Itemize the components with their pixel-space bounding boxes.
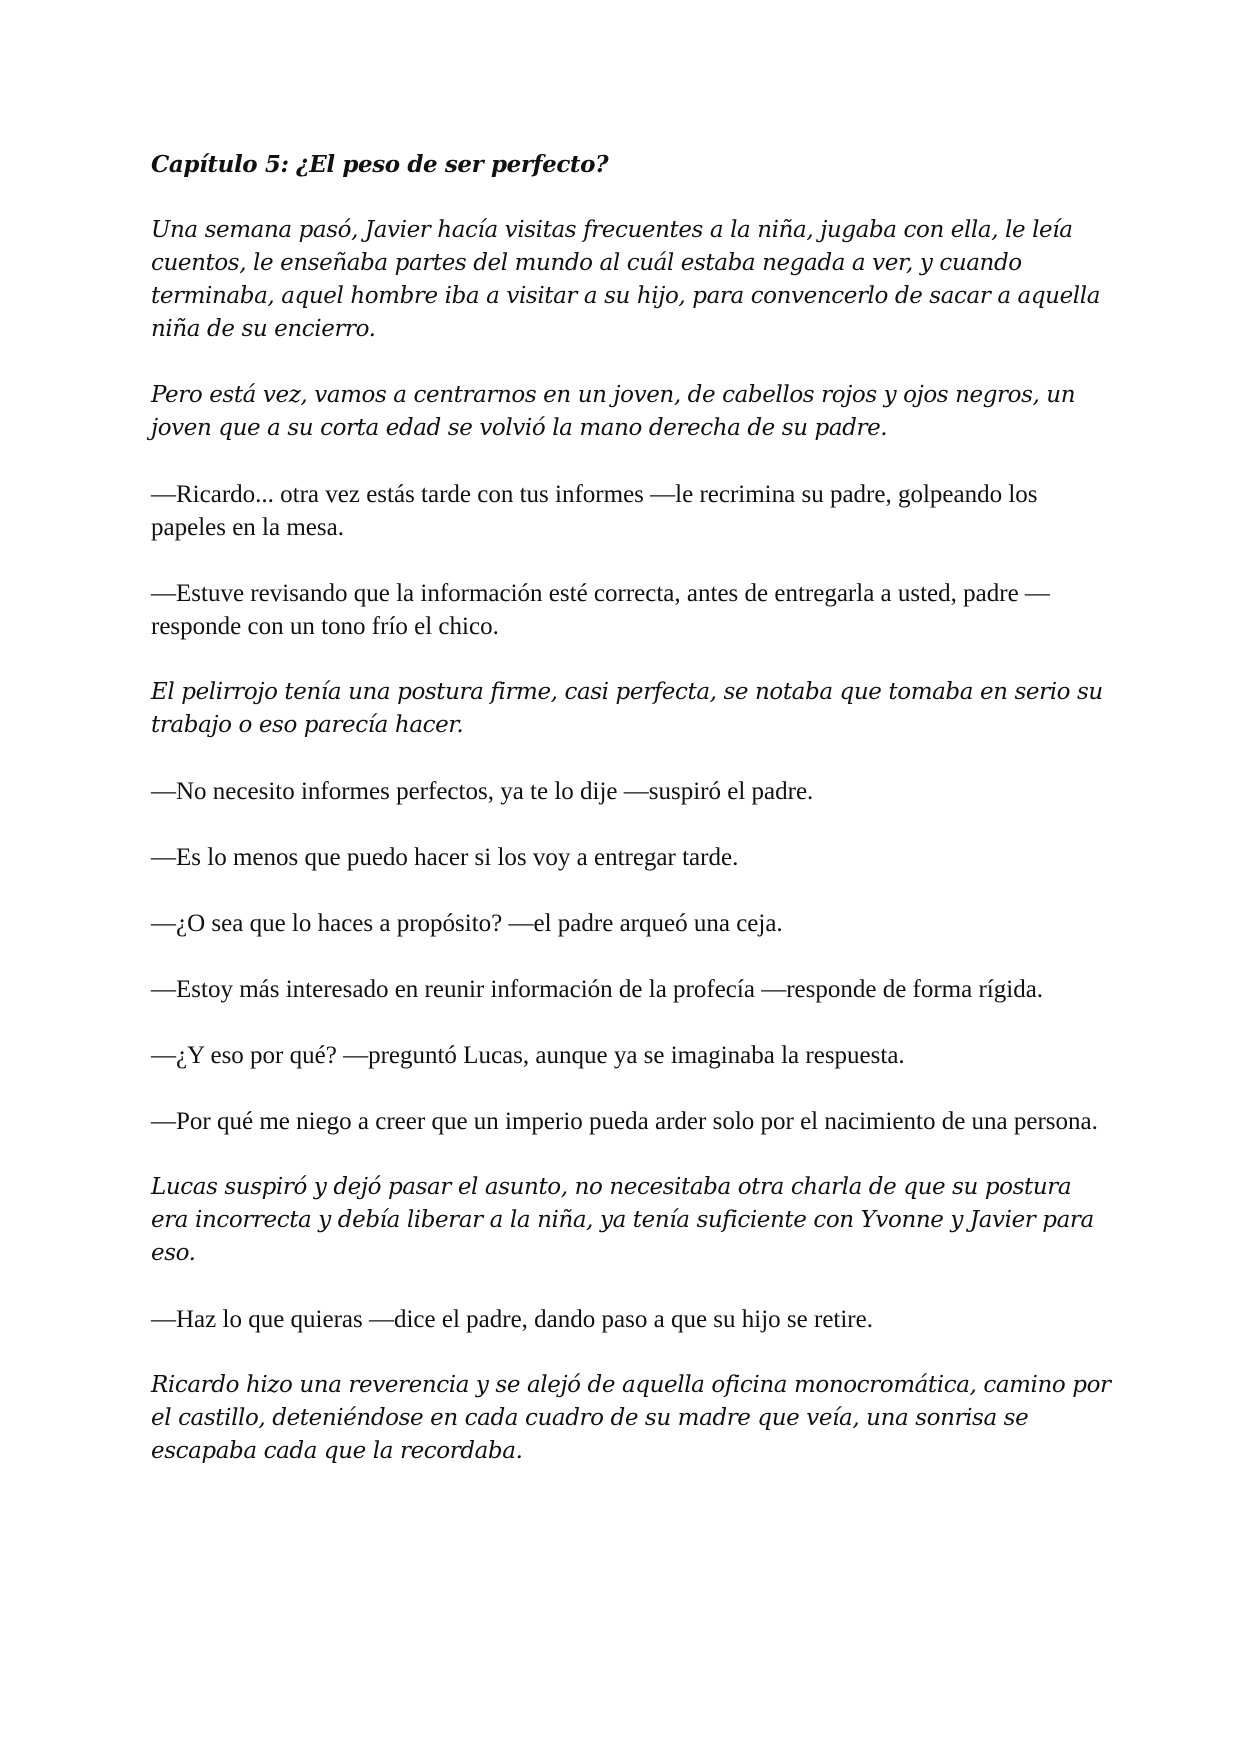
paragraph-dialogue: —Estoy más interesado en reunir información de la profecía —responde de forma rígida.	[151, 976, 1044, 1003]
paragraph-dialogue: —Es lo menos que puedo hacer si los voy a entregar tarde.	[151, 844, 739, 871]
paragraph-narration: Ricardo hizo una reverencia y se alejó de aquella oficina monocromática, camino por el castillo, deteniéndose en cada cuadro de su madre que veía, una sonrisa se escapaba cada que la recordaba.	[151, 1372, 1111, 1464]
paragraph-narration: Lucas suspiró y dejó pasar el asunto, no necesitaba otra charla de que su postura era incorrecta y debía liberar a la niña, ya tenía suficiente con Yvonne y Javier para eso.	[151, 1174, 1094, 1266]
chapter-title: Capítulo 5: ¿El peso de ser perfecto?	[151, 151, 609, 178]
paragraph-narration: Pero está vez, vamos a centrarnos en un joven, de cabellos rojos y ojos negros, un joven que a su corta edad se volvió la mano derecha de su padre.	[151, 382, 1076, 441]
paragraph-dialogue: —¿O sea que lo haces a propósito? —el padre arqueó una ceja.	[151, 910, 783, 937]
paragraph-dialogue: —Por qué me niego a creer que un imperio pueda arder solo por el nacimiento de una persona.	[151, 1108, 1098, 1135]
paragraph-dialogue: —Estuve revisando que la información esté correcta, antes de entregarla a usted, padre —responde con un tono frío el chico.	[151, 580, 1050, 640]
paragraph-narration: Una semana pasó, Javier hacía visitas frecuentes a la niña, jugaba con ella, le leía cuentos, le enseñaba partes del mundo al cuál estaba negada a ver, y cuando terminaba, aquel hombre iba a visitar a su hijo, para convencerlo de sacar a aquella niña de su encierro.	[151, 217, 1101, 342]
paragraph-dialogue: —Ricardo... otra vez estás tarde con tus informes —le recrimina su padre, golpeando los papeles en la mesa.	[151, 481, 1038, 541]
document-body	[151, 148, 1111, 1501]
paragraph-dialogue: —Haz lo que quieras —dice el padre, dando paso a que su hijo se retire.	[151, 1306, 873, 1333]
paragraph-dialogue: —¿Y eso por qué? —preguntó Lucas, aunque ya se imaginaba la respuesta.	[151, 1042, 905, 1069]
paragraph-dialogue: —No necesito informes perfectos, ya te lo dije —suspiró el padre.	[151, 778, 814, 805]
paragraph-narration: El pelirrojo tenía una postura firme, casi perfecta, se notaba que tomaba en serio su trabajo o eso parecía hacer.	[151, 679, 1103, 738]
